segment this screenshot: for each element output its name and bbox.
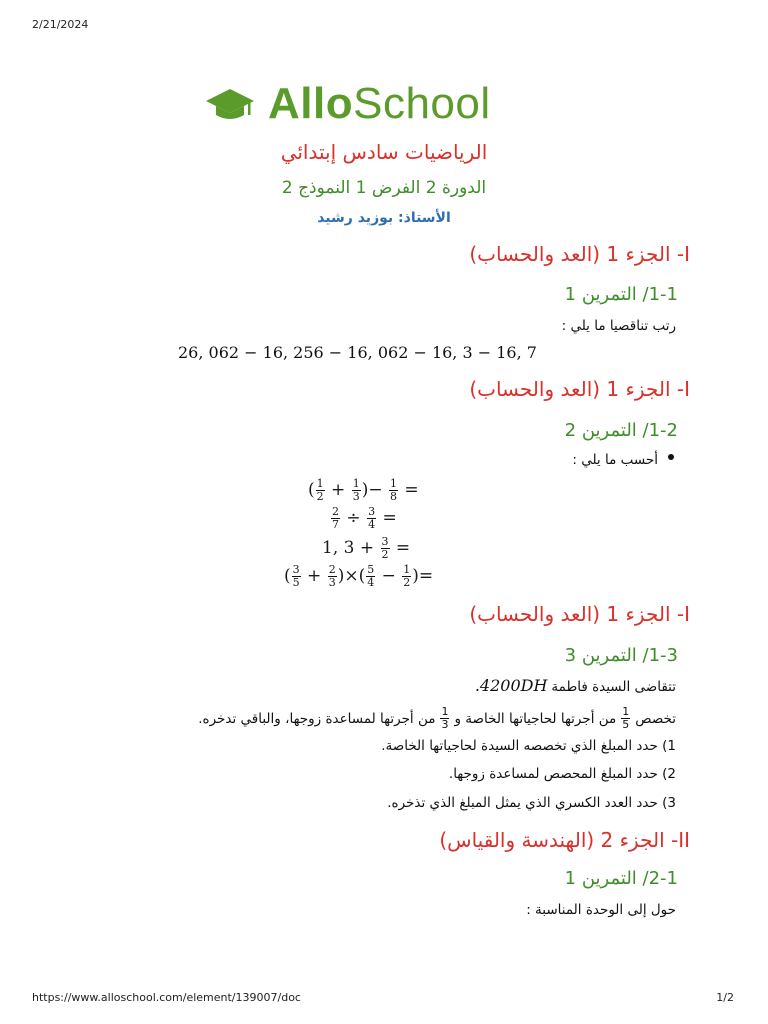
page-number: 1/2 <box>716 991 734 1004</box>
amount: 4200DH. <box>474 676 548 695</box>
print-date: 2/21/2024 <box>32 18 89 31</box>
fraction: $\frac{3}{2}$ <box>381 535 389 561</box>
question-3: 3) حدد العدد الكسري الذي يمثل المبلغ الذي تذخره. <box>387 795 676 811</box>
problem-line-2: تخصص $\frac{1}{5}$ من أجرتها لحاجياتها الخاصة و $\frac{1}{3}$ من أجرتها لمساعدة زوجها، والباقي تدخره. <box>198 705 676 731</box>
fraction: $\frac{2}{7}$ <box>332 505 339 531</box>
logo-brand-light: School <box>353 79 491 128</box>
fraction: $\frac{5}{4}$ <box>367 563 375 589</box>
exercise-instruction: أحسب ما يلي : <box>572 452 658 468</box>
fraction: $\frac{1}{8}$ <box>389 477 397 503</box>
expression-4: ( $\frac{3}{5}$ + $\frac{2}{3}$ )×( $\frac{5}{4}$ − $\frac{1}{2}$ )= <box>284 563 434 589</box>
problem-text: تتقاضى السيدة فاطمة <box>551 679 676 695</box>
fraction: $\frac{1}{5}$ <box>622 705 630 731</box>
fraction: $\frac{1}{3}$ <box>352 477 360 503</box>
fraction: $\frac{3}{4}$ <box>368 505 376 531</box>
bullet-icon <box>668 454 674 460</box>
alloschool-logo[interactable] <box>204 80 491 128</box>
numbers-to-order: 26, 062 − 16, 256 − 16, 062 − 16, 3 − 16, 7 <box>178 343 537 362</box>
page-url[interactable]: https://www.alloschool.com/element/139007/doc <box>32 991 301 1004</box>
section-heading: I- الجزء 1 (العد والحساب) <box>469 377 690 401</box>
fraction: $\frac{3}{5}$ <box>292 563 300 589</box>
problem-line-1 <box>475 676 676 695</box>
exercise-title: 1-2/ التمرين 2 <box>564 420 678 441</box>
expression-1: ( $\frac{1}{2}$ + $\frac{1}{3}$ )− $\frac{1}{8}$ = <box>308 477 419 503</box>
logo-brand-bold: Allo <box>268 79 354 128</box>
exercise-title: 1-3/ التمرين 3 <box>564 645 678 666</box>
doc-teacher: الأستاذ: بوزيد رشيد <box>317 210 451 226</box>
fraction: $\frac{2}{3}$ <box>328 563 336 589</box>
logo-wordmark <box>268 80 491 128</box>
section-heading: I- الجزء 1 (العد والحساب) <box>469 602 690 626</box>
exercise-instruction: رتب تناقصيا ما يلي : <box>561 318 676 334</box>
expression-2: $\frac{2}{7}$ ÷ $\frac{3}{4}$ = <box>332 505 397 531</box>
graduation-cap-icon <box>204 85 256 123</box>
doc-title: الرياضيات سادس إبتدائي <box>280 140 488 164</box>
question-1: 1) حدد المبلغ الذي تخصصه السيدة لحاجياتها الخاصة. <box>381 738 676 754</box>
exercise-instruction: حول إلى الوحدة المناسبة : <box>526 902 676 918</box>
fraction: $\frac{1}{2}$ <box>403 563 411 589</box>
question-2: 2) حدد المبلغ المحصص لمساعدة زوجها. <box>448 766 676 782</box>
exercise-title: 2-1/ التمرين 1 <box>564 868 678 889</box>
expression-3: 1, 3 + $\frac{3}{2}$ = <box>322 535 411 561</box>
section-heading: I- الجزء 1 (العد والحساب) <box>469 242 690 266</box>
fraction: $\frac{1}{2}$ <box>316 477 324 503</box>
doc-subtitle: الدورة 2 الفرض 1 النموذج 2 <box>281 178 487 198</box>
section-heading: II- الجزء 2 (الهندسة والقياس) <box>439 828 690 852</box>
exercise-title: 1-1/ التمرين 1 <box>564 284 678 305</box>
fraction: $\frac{1}{3}$ <box>441 705 449 731</box>
